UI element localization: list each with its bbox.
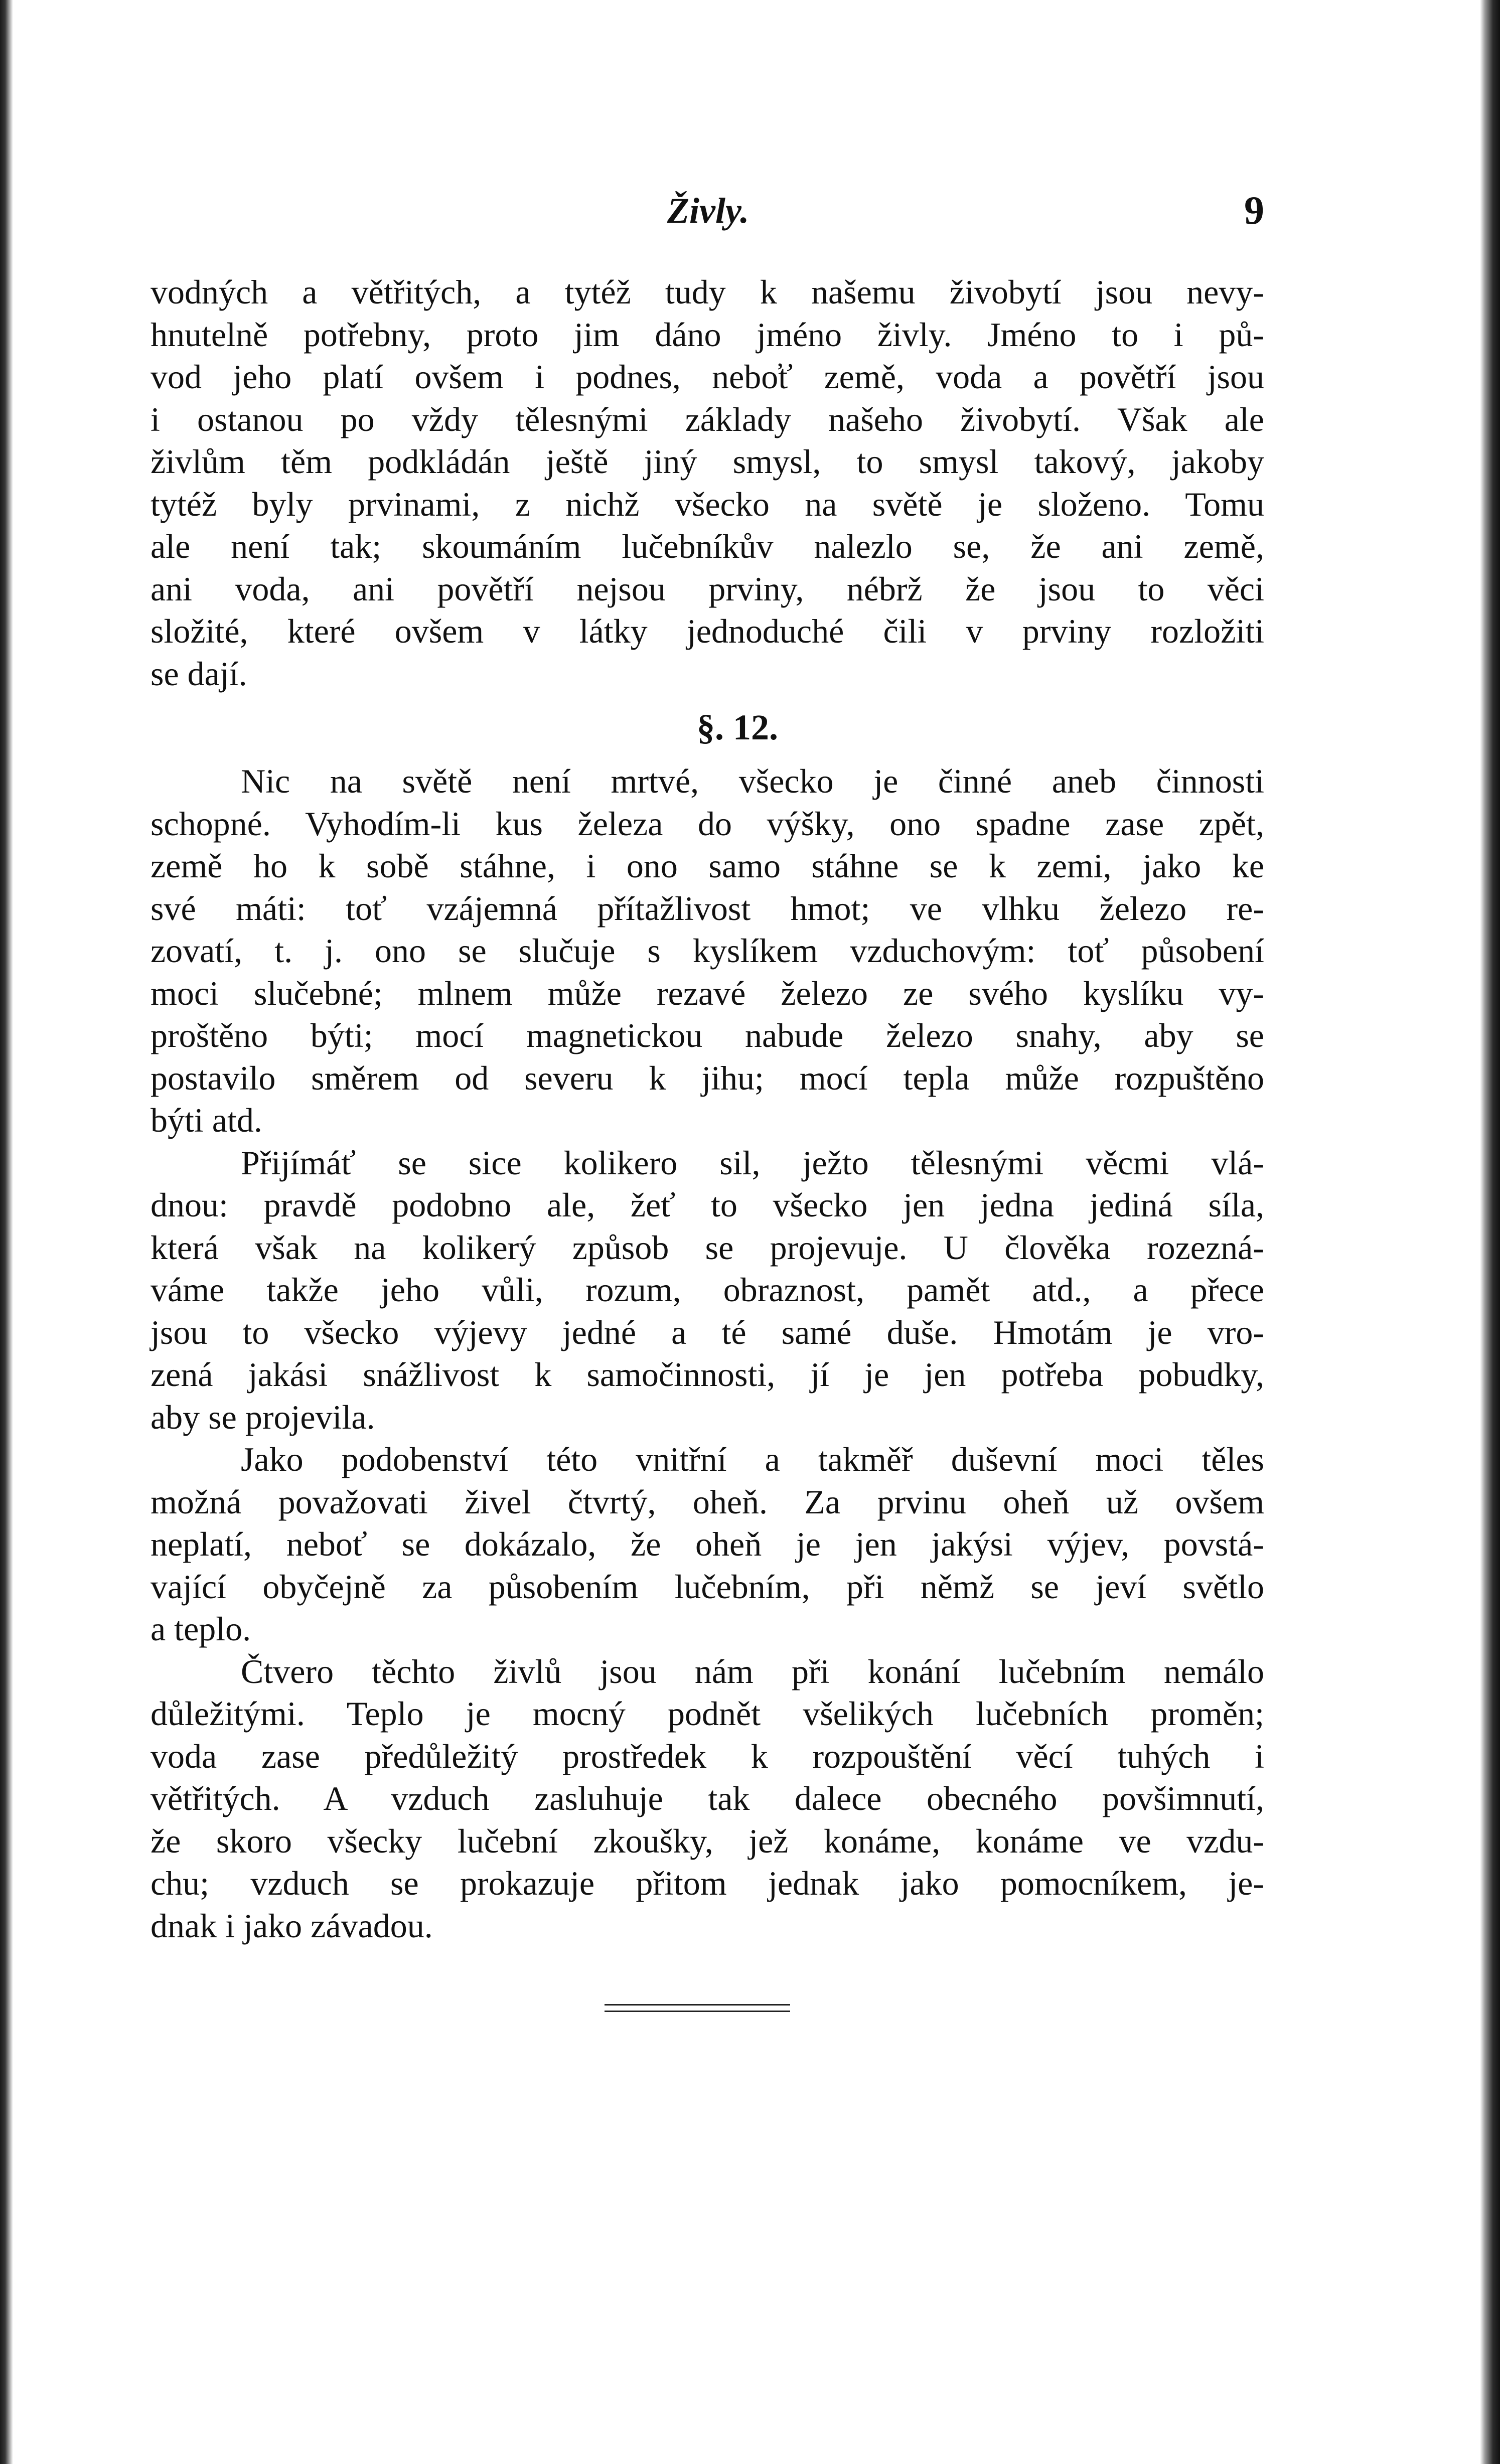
text-line: schopné. Vyhodím-li kus železa do výšky, ono spadne zase zpět, — [151, 804, 1264, 843]
text-line: vající obyčejně za působením lučebním, při němž se jeví světlo — [151, 1567, 1264, 1606]
text-line: Čtvero těchto živlů jsou nám při konání lučebním nemálo — [241, 1652, 1264, 1690]
text-line: býti atd. — [151, 1101, 262, 1139]
text-line: živlům těm podkládán ještě jiný smysl, to smysl takový, jakoby — [151, 442, 1264, 481]
text-line: vod jeho platí ovšem i podnes, nebo̕ť země, voda a povětří jsou — [151, 358, 1264, 396]
text-line: neplatí, neboť se dokázalo, že oheň je jen jakýsi výjev, povstá- — [151, 1525, 1264, 1563]
paragraph-1 — [151, 271, 1264, 695]
text-line: zená jakási snážlivost k samočinnosti, jí je jen potřeba pobudky, — [151, 1355, 1264, 1394]
text-line: země ho k sobě stáhne, i ono samo stáhne se k zemi, jako ke — [151, 847, 1264, 885]
paragraph-2 — [151, 760, 1264, 1142]
text-line: dnou: pravdě podobno ale, žeť to všecko jen jedna jediná síla, — [151, 1186, 1264, 1224]
text-line: ale není tak; skoumáním lučebníkův nalezlo se, že ani země, — [151, 527, 1264, 565]
text-line: proštěno býti; mocí magnetickou nabude železo snahy, aby se — [151, 1016, 1264, 1054]
text-line: zovatí, t. j. ono se slučuje s kyslíkem vzduchovým: toť působení — [151, 932, 1264, 970]
text-line: váme takže jeho vůli, rozum, obraznost, pamět atd., a přece — [151, 1271, 1264, 1309]
text-line: Přijímáť se sice kolikero sil, ježto tělesnými věcmi vlá- — [241, 1143, 1264, 1182]
paragraph-3 — [151, 1142, 1264, 1439]
text-line: vodných a větřitých, a tytéž tudy k našemu živobytí jsou nevy- — [151, 273, 1264, 311]
page-body — [151, 271, 1264, 1947]
text-line: voda zase předůležitý prostředek k rozpouštění věcí tuhých i — [151, 1737, 1264, 1775]
end-rule — [605, 2004, 790, 2012]
text-line: postavilo směrem od severu k jihu; mocí tepla může rozpuštěno — [151, 1058, 1264, 1097]
text-line: větřitých. A vzduch zasluhuje tak dalece obecného povšimnutí, — [151, 1779, 1264, 1817]
text-line: moci slučebné; mlnem může rezavé železo ze svého kyslíku vy- — [151, 974, 1264, 1012]
paragraph-4 — [151, 1438, 1264, 1650]
text-line: aby se projevila. — [151, 1398, 375, 1436]
text-line: ani voda, ani povětří nejsou prviny, nébrž že jsou to věci — [151, 569, 1264, 608]
text-line: Nic na světě není mrtvé, všecko je činné aneb činnosti — [241, 762, 1264, 800]
page-header — [151, 186, 1264, 241]
text-line: Jako podobenství této vnitřní a takměř duševní moci těles — [241, 1440, 1264, 1478]
text-line: možná považovati živel čtvrtý, oheň. Za prvinu oheň už ovšem — [151, 1482, 1264, 1521]
text-line: dnak i jako závadou. — [151, 1906, 433, 1945]
scan-left-edge — [0, 0, 13, 2464]
text-line: důležitými. Teplo je mocný podnět všelikých lučebních proměn; — [151, 1695, 1264, 1733]
paragraph-5 — [151, 1650, 1264, 1947]
text-line: která však na kolikerý způsob se projevuje. U člověka rozezná- — [151, 1228, 1264, 1267]
section-heading: §. 12. — [697, 707, 778, 747]
text-line: chu; vzduch se prokazuje přitom jednak jako pomocníkem, je- — [151, 1864, 1264, 1902]
text-line: hnutelně potřebny, proto jim dáno jméno živly. Jméno to i pů- — [151, 315, 1264, 354]
text-line: své máti: toť vzájemná přítažlivost hmot; ve vlhku železo re- — [151, 889, 1264, 928]
page-number: 9 — [1244, 189, 1264, 233]
text-line: a teplo. — [151, 1610, 251, 1648]
text-line: se dají. — [151, 654, 247, 693]
text-line: i ostanou po vždy tělesnými základy našeho živobytí. Však ale — [151, 400, 1264, 438]
text-line: tytéž byly prvinami, z nichž všecko na světě je složeno. Tomu — [151, 485, 1264, 523]
text-line: jsou to všecko výjevy jedné a té samé duše. Hmotám je vro- — [151, 1313, 1264, 1351]
text-line: složité, které ovšem v látky jednoduché čili v prviny rozložiti — [151, 612, 1264, 650]
running-title: Živly. — [667, 191, 749, 231]
text-line: že skoro všecky lučební zkoušky, jež konáme, konáme ve vzdu- — [151, 1821, 1264, 1860]
scan-right-edge — [1480, 0, 1500, 2464]
